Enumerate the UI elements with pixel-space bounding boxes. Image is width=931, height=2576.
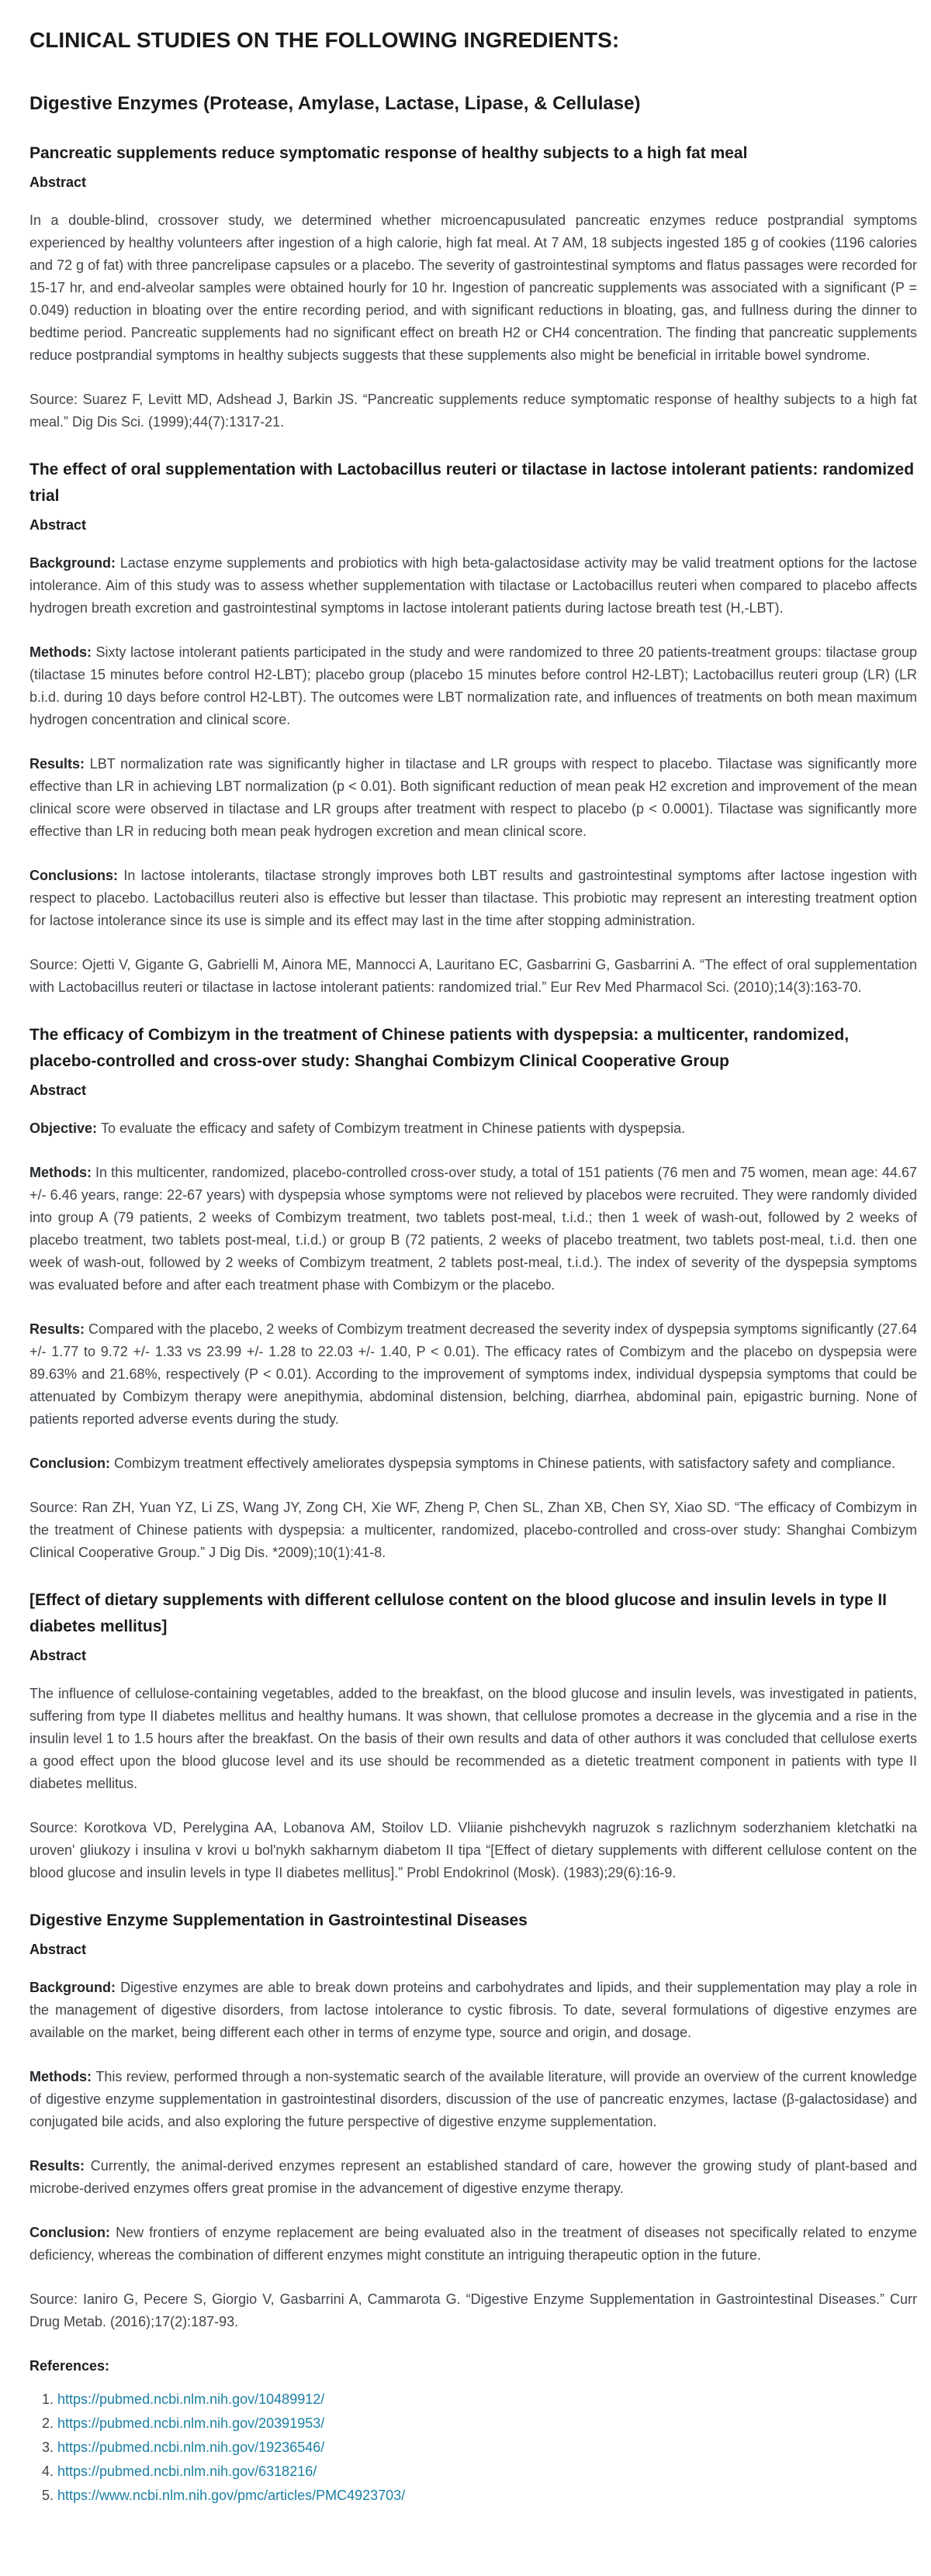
abstract-paragraph	[29, 1452, 917, 1475]
study-title: The efficacy of Combizym in the treatment of Chinese patients with dyspepsia: a multicenter, randomized, placebo-controlled and cross-over study: Shanghai Combizym Clinical Cooperative Group	[29, 1025, 850, 1070]
reference-item	[57, 2436, 917, 2459]
paragraph-text: To evaluate the efficacy and safety of Combizym treatment in Chinese patients with dyspepsia.	[101, 1120, 686, 1136]
paragraph-lead: Conclusion:	[29, 2224, 116, 2240]
paragraph-text: In a double-blind, crossover study, we determined whether microencapusulated pancreatic enzymes reduce postprandial symptoms experienced by healthy volunteers after ingestion of a high calorie, high fat meal. At 7 AM, 18 subjects ingested 185 g of cookies (1196 calories and 72 g of fat) with three pancrelipase capsules or a placebo. The severity of gastrointestinal symptoms and flatus passages were recorded for 15-17 hr, and end-alveolar samples were obtained hourly for 10 hr. Ingestion of pancreatic supplements was associated with a significant (P = 0.049) reduction in bloating over the entire recording period, and with significant reductions in bloating, gas, and fullness during the dinner to bedtime period. Pancreatic supplements had no significant effect on breath H2 or CH4 concentration. The finding that pancreatic supplements reduce postprandial symptoms in healthy subjects suggests that these supplements also might be beneficial in irritable bowel syndrome.	[29, 212, 917, 363]
paragraph-lead: Results:	[29, 2157, 91, 2174]
abstract-paragraph	[29, 1977, 917, 2044]
source-paragraph: Source: Suarez F, Levitt MD, Adshead J, Barkin JS. “Pancreatic supplements reduce symptomatic response of healthy subjects to a high fat meal.” Dig Dis Sci. (1999);44(7):1317-21.	[29, 391, 917, 430]
paragraph-text: Compared with the placebo, 2 weeks of Combizym treatment decreased the severity index of dyspepsia symptoms significantly (27.64 +/- 1.77 to 9.72 +/- 1.33 vs 23.99 +/- 1.28 to 22.03 +/- 1.40, P < 0.01). The efficacy rates of Combizym and the placebo on dyspepsia were 89.63% and 21.68%, respectively (P < 0.01). According to the improvement of symptoms index, individual dyspepsia symptoms that could be attenuated by Combizym therapy were anepithymia, abdominal distension, belching, diarrhea, abdominal pain, epigastric burning. None of patients reported adverse events during the study.	[29, 1321, 917, 1427]
study-title: [Effect of dietary supplements with different cellulose content on the blood glucose and insulin levels in type II diabetes mellitus]	[29, 1590, 887, 1635]
paragraph-lead: Results:	[29, 755, 90, 772]
reference-item	[57, 2412, 917, 2435]
paragraph-text: This review, performed through a non-systematic search of the available literature, will provide an overview of the current knowledge of digestive enzyme supplementation in gastrointestinal disorders, discussion of the use of pancreatic enzymes, lactase (β-galactosidase) and conjugated bile acids, and also exploring the future perspective of digestive enzyme supplementation.	[29, 2068, 917, 2129]
paragraph-lead: Conclusions:	[29, 867, 124, 883]
reference-link[interactable]: https://pubmed.ncbi.nlm.nih.gov/6318216/	[57, 2463, 317, 2479]
references-section	[29, 2355, 917, 2507]
page-title: CLINICAL STUDIES ON THE FOLLOWING INGREDIENTS:	[29, 28, 620, 52]
abstract-paragraph	[29, 641, 917, 731]
reference-link[interactable]: https://www.ncbi.nlm.nih.gov/pmc/articles/PMC4923703/	[57, 2487, 406, 2503]
study-title: The effect of oral supplementation with Lactobacillus reuteri or tilactase in lactose intolerant patients: randomized trial	[29, 460, 915, 505]
reference-item	[57, 2388, 917, 2411]
paragraph-text: The influence of cellulose-containing vegetables, added to the breakfast, on the blood glucose and insulin levels, was investigated in patients, suffering from type II diabetes mellitus and healthy humans. It was shown, that cellulose promotes a decrease in the glycemia and a rise in the insulin level 1 to 1.5 hours after the breakfast. On the basis of their own results and data of other authors it was concluded that cellulose exerts a good effect upon the blood glucose level and its use should be recommended as a dietetic treatment component in patients with type II diabetes mellitus.	[29, 1685, 917, 1791]
study-section	[29, 140, 917, 433]
abstract-paragraph	[29, 1318, 917, 1431]
paragraph-lead: Background:	[29, 1979, 121, 1995]
paragraph-lead: Methods:	[29, 1164, 96, 1180]
reference-link[interactable]: https://pubmed.ncbi.nlm.nih.gov/10489912/	[57, 2391, 325, 2407]
abstract-label: Abstract	[29, 1082, 87, 1098]
paragraph-lead: Methods:	[29, 2068, 96, 2084]
paragraph-lead: Objective:	[29, 1120, 102, 1136]
paragraph-text: Sixty lactose intolerant patients participated in the study and were randomized to three 20 patients-treatment groups: tilactase group (tilactase 15 minutes before control H2-LBT); placebo group (placebo 15 minutes before control H2-LBT); Lactobacillus reuteri group (LR) (LR b.i.d. during 10 days before control H2-LBT). The outcomes were LBT normalization rate, and influences of treatments on both mean maximum hydrogen concentration and clinical score.	[29, 644, 917, 727]
references-label: References:	[29, 2357, 110, 2374]
abstract-paragraph	[29, 552, 917, 620]
abstract-paragraph	[29, 209, 917, 367]
paragraph-lead: Background:	[29, 554, 120, 571]
paragraph-lead: Methods:	[29, 644, 96, 660]
paragraph-text: LBT normalization rate was significantly higher in tilactase and LR groups with respect to placebo. Tilactase was significantly more effective than LR in achieving LBT normalization (p < 0.01). Both significant reduction of mean peak H2 excretion and improvement of the mean clinical score were observed in tilactase and LR groups after treatment with respect to placebo (p < 0.0001). Tilactase was significantly more effective than LR in reducing both mean peak hydrogen excretion and mean clinical score.	[29, 755, 917, 839]
abstract-paragraph	[29, 753, 917, 843]
abstract-label: Abstract	[29, 1941, 87, 1957]
paragraph-text: In lactose intolerants, tilactase strongly improves both LBT results and gastrointestinal symptoms after lactose ingestion with respect to placebo. Lactobacillus reuteri also is effective but lesser than tilactase. This probiotic may represent an interesting treatment option for lactose intolerance since its use is simple and its effect may last in the time after stopping administration.	[29, 867, 917, 928]
abstract-paragraph	[29, 2155, 917, 2200]
study-title: Pancreatic supplements reduce symptomatic response of healthy subjects to a high fat meal	[29, 143, 748, 162]
paragraph-text: New frontiers of enzyme replacement are being evaluated also in the treatment of diseases not specifically related to enzyme deficiency, whereas the combination of different enzymes might constitute an intriguing therapeutic option in the future.	[29, 2224, 917, 2263]
abstract-paragraph	[29, 1117, 917, 1140]
study-section	[29, 1587, 917, 1884]
abstract-label: Abstract	[29, 174, 87, 190]
source-paragraph: Source: Ianiro G, Pecere S, Giorgio V, Gasbarrini A, Cammarota G. “Digestive Enzyme Supplementation in Gastrointestinal Diseases.” Curr Drug Metab. (2016);17(2):187-93.	[29, 2291, 917, 2329]
references-list	[29, 2388, 917, 2507]
paragraph-text: Currently, the animal-derived enzymes represent an established standard of care, however the growing study of plant-based and microbe-derived enzymes offers great promise in the advancement of digestive enzyme therapy.	[29, 2157, 917, 2196]
abstract-label: Abstract	[29, 1647, 87, 1663]
abstract-paragraph	[29, 2066, 917, 2133]
source-paragraph: Source: Ojetti V, Gigante G, Gabrielli M, Ainora ME, Mannocci A, Lauritano EC, Gasbarrini G, Gasbarrini A. “The effect of oral supplementation with Lactobacillus reuteri or tilactase in lactose intolerant patients: randomized trial.” Eur Rev Med Pharmacol Sci. (2010);14(3):163-70.	[29, 956, 917, 995]
paragraph-lead: Results:	[29, 1321, 89, 1337]
reference-item	[57, 2460, 917, 2483]
paragraph-text: In this multicenter, randomized, placebo-controlled cross-over study, a total of 151 patients (76 men and 75 women, mean age: 44.67 +/- 6.46 years, range: 22-67 years) with dyspepsia whose symptoms were not relieved by placebos were recruited. They were randomly divided into group A (79 patients, 2 weeks of Combizym treatment, two tablets post-meal, t.i.d.; then 1 week of wash-out, followed by 2 weeks of placebo treatment, two tablets post-meal, t.i.d.) or group B (72 patients, 2 weeks of placebo treatment, two tablets post-meal, t.i.d. then one week of wash-out, followed by 2 weeks of Combizym treatment, 2 tablets post-meal, t.i.d.). The index of severity of the dyspepsia symptoms was evaluated before and after each treatment phase with Combizym or the placebo.	[29, 1164, 917, 1293]
study-section	[29, 1908, 917, 2333]
source-paragraph: Source: Ran ZH, Yuan YZ, Li ZS, Wang JY, Zong CH, Xie WF, Zheng P, Chen SL, Zhan XB, Chen SY, Xiao SD. “The efficacy of Combizym in the treatment of Chinese patients with dyspepsia: a multicenter, randomized, placebo-controlled and cross-over study: Shanghai Combizym Clinical Cooperative Group.” J Dig Dis. *2009);10(1):41-8.	[29, 1499, 917, 1560]
abstract-paragraph	[29, 1162, 917, 1297]
category-title: Digestive Enzymes (Protease, Amylase, Lactase, Lipase, & Cellulase)	[29, 93, 641, 115]
paragraph-text: Lactase enzyme supplements and probiotics with high beta-galactosidase activity may be valid treatment options for the lactose intolerance. Aim of this study was to assess whether supplementation with tilactase or Lactobacillus reuteri when compared to placebo affects hydrogen breath excretion and gastrointestinal symptoms in lactose intolerant patients during lactose breath test (H,-LBT).	[29, 554, 917, 616]
study-section	[29, 457, 917, 999]
study-section	[29, 1022, 917, 1564]
reference-link[interactable]: https://pubmed.ncbi.nlm.nih.gov/19236546/	[57, 2439, 325, 2455]
abstract-paragraph	[29, 2222, 917, 2267]
study-title: Digestive Enzyme Supplementation in Gastrointestinal Diseases	[29, 1911, 528, 1929]
paragraph-lead: Conclusion:	[29, 1455, 114, 1471]
reference-item	[57, 2484, 917, 2507]
abstract-paragraph	[29, 1683, 917, 1795]
paragraph-text: Combizym treatment effectively ameliorates dyspepsia symptoms in Chinese patients, with satisfactory safety and compliance.	[114, 1455, 896, 1471]
abstract-label: Abstract	[29, 516, 87, 533]
reference-link[interactable]: https://pubmed.ncbi.nlm.nih.gov/20391953/	[57, 2415, 325, 2431]
source-paragraph: Source: Korotkova VD, Perelygina AA, Lobanova AM, Stoilov LD. Vliianie pishchevykh nagruzok s razlichnym soderzhaniem kletchatki na uroven' gliukozy i insulina v krovi u bol'nykh sakharnym diabetom II tipa “[Effect of dietary supplements with different cellulose content on the blood glucose and insulin levels in type II diabetes mellitus].” Probl Endokrinol (Mosk). (1983);29(6):16-9.	[29, 1819, 917, 1880]
paragraph-text: Digestive enzymes are able to break down proteins and carbohydrates and lipids, and their supplementation may play a role in the management of digestive disorders, from lactose intolerance to cystic fibrosis. To date, several formulations of digestive enzymes are available on the market, being different each other in terms of enzyme type, source and origin, and dosage.	[29, 1979, 917, 2040]
abstract-paragraph	[29, 865, 917, 932]
